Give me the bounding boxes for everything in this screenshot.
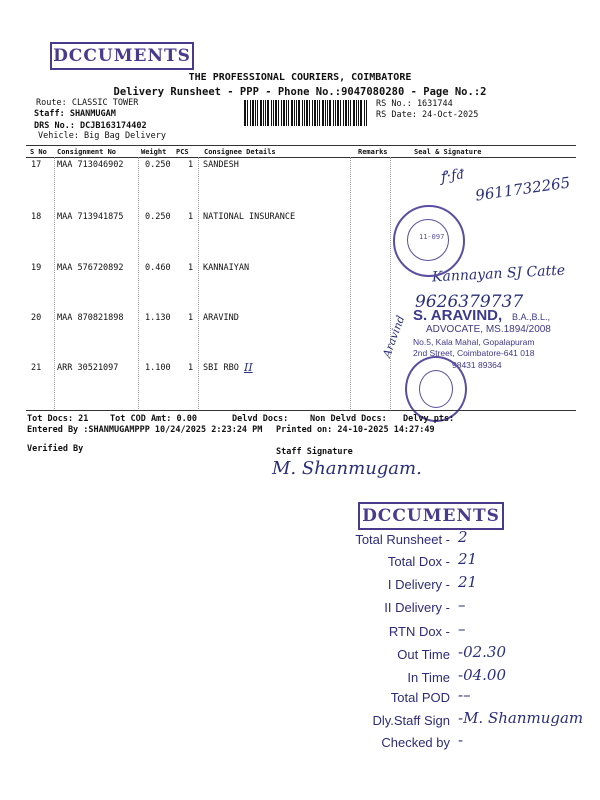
barcode-bar xyxy=(312,100,313,126)
barcode-bar xyxy=(244,100,246,126)
barcode-bar xyxy=(322,100,324,126)
tally-value: -02.30 xyxy=(458,643,507,661)
tally-value: -04.00 xyxy=(458,666,507,684)
barcode-bar xyxy=(281,100,282,126)
barcode-bar xyxy=(298,100,300,126)
row-pcs: 1 xyxy=(188,160,194,170)
row-consignee: KANNAIYAN xyxy=(203,263,250,273)
non-delivered-docs: Non Delvd Docs: xyxy=(310,414,387,424)
barcode-bar xyxy=(345,100,347,126)
advocate-title: ADVOCATE, MS.1894/2008 xyxy=(426,324,551,335)
row-sno: 18 xyxy=(31,212,42,222)
col-consignee: Consignee Details xyxy=(204,148,276,156)
staff: Staff: SHANMUGAM xyxy=(34,109,116,119)
barcode-bar xyxy=(252,100,254,126)
barcode-bar xyxy=(343,100,344,126)
barcode-bar xyxy=(348,100,349,126)
barcode-bar xyxy=(306,100,308,126)
advocate-address-1: No.5, Kala Mahal, Gopalapuram xyxy=(413,337,535,347)
barcode-bar xyxy=(353,100,355,126)
staff-signature-label: Staff Signature xyxy=(276,447,353,457)
row-consignment: MAA 870821898 xyxy=(57,313,124,323)
barcode-bar xyxy=(360,100,362,126)
row-sno: 21 xyxy=(31,363,42,373)
entered-by: Entered By :SHANMUGAMPPP 10/24/2025 2:23:24 PM xyxy=(27,425,263,435)
barcode-bar xyxy=(314,100,316,126)
barcode-bar xyxy=(260,100,262,126)
barcode-bar xyxy=(257,100,258,126)
advocate-name: S. ARAVIND, xyxy=(413,307,503,324)
barcode-bar xyxy=(263,100,264,126)
col-seal: Seal & Signature xyxy=(414,148,482,156)
signature-scribble: ꝭ·ƒᵭ xyxy=(439,166,465,186)
barcode-bar xyxy=(335,100,336,126)
barcode-bar xyxy=(288,100,289,126)
barcode-bar xyxy=(333,100,334,126)
barcode-bar xyxy=(325,100,326,126)
barcode-bar xyxy=(278,100,279,126)
row-sno: 20 xyxy=(31,313,42,323)
barcode-bar xyxy=(265,100,266,126)
rs-date: RS Date: 24-Oct-2025 xyxy=(376,110,479,120)
handwritten-phone-1: 9611732265 xyxy=(474,173,572,205)
barcode-bar xyxy=(294,100,295,126)
tally-value: -– xyxy=(458,686,471,704)
barcode-bar xyxy=(291,100,293,126)
barcode-bar xyxy=(329,100,331,126)
col-remarks: Remarks xyxy=(358,148,388,156)
table-top-rule xyxy=(26,145,576,146)
barcode-image xyxy=(242,100,372,126)
tally-value: – xyxy=(458,596,466,614)
row21-handwritten-mark: II xyxy=(244,361,253,374)
round-seal-stamp-2 xyxy=(405,356,467,422)
barcode-bar xyxy=(366,100,367,126)
barcode-bar xyxy=(319,100,320,126)
tally-label: Dly.Staff Sign xyxy=(372,713,450,728)
barcode-bar xyxy=(273,100,274,126)
tally-value: -M. Shanmugam xyxy=(458,709,584,727)
totals-rule xyxy=(26,410,576,411)
barcode-bar xyxy=(317,100,318,126)
tally-label: In Time xyxy=(407,670,450,685)
rs-number: RS No.: 1631744 xyxy=(376,99,453,109)
tally-label: RTN Dox - xyxy=(388,624,450,639)
row-consignee: NATIONAL INSURANCE xyxy=(203,212,296,222)
handwritten-note-row19: Kannayan SJ Catte xyxy=(431,262,566,286)
row-sno: 17 xyxy=(31,160,42,170)
tally-value: - xyxy=(458,731,464,749)
row-weight: 1.130 xyxy=(145,313,171,323)
row-weight: 0.460 xyxy=(145,263,171,273)
tally-label: Total Dox - xyxy=(387,554,450,569)
barcode-bar xyxy=(309,100,310,126)
barcode-bar xyxy=(350,100,351,126)
row-weight: 1.100 xyxy=(145,363,171,373)
col-sno: S No xyxy=(30,148,47,156)
barcode-bar xyxy=(337,100,339,126)
barcode-bar xyxy=(358,100,359,126)
handwritten-phone-2: 9626379737 xyxy=(415,292,524,312)
delivered-docs: Delvd Docs: xyxy=(232,414,289,424)
barcode-bar xyxy=(255,100,256,126)
row-pcs: 1 xyxy=(188,363,194,373)
verified-by-label: Verified By xyxy=(27,444,84,454)
company-name: THE PROFESSIONAL COURIERS, COIMBATORE xyxy=(188,72,412,83)
barcode-bar xyxy=(275,100,277,126)
row-pcs: 1 xyxy=(188,212,194,222)
barcode xyxy=(242,100,372,126)
barcode-bar xyxy=(267,100,269,126)
barcode-bar xyxy=(271,100,272,126)
barcode-bar xyxy=(283,100,285,126)
printed-on: Printed on: 24-10-2025 14:27:49 xyxy=(276,425,435,435)
row-pcs: 1 xyxy=(188,313,194,323)
advocate-phone: 98431 89364 xyxy=(452,360,502,370)
total-cod: Tot COD Amt: 0.00 xyxy=(110,414,197,424)
table-header-rule xyxy=(26,157,576,158)
col-pcs: PCS xyxy=(176,148,189,156)
barcode-bar xyxy=(286,100,287,126)
row-pcs: 1 xyxy=(188,263,194,273)
tally-label: Total Runsheet - xyxy=(355,532,450,547)
tally-value: – xyxy=(458,620,466,638)
tally-label: Out Time xyxy=(397,647,450,662)
tally-value: 21 xyxy=(458,550,478,568)
tally-value: 2 xyxy=(458,528,468,546)
row-consignment: MAA 713046902 xyxy=(57,160,124,170)
barcode-bar xyxy=(296,100,297,126)
delivery-points: Delvy pts: xyxy=(403,414,455,424)
barcode-bar xyxy=(356,100,357,126)
row-consignment: ARR 30521097 xyxy=(57,363,119,373)
total-docs: Tot Docs: 21 xyxy=(27,414,89,424)
row-consignment: MAA 713941875 xyxy=(57,212,124,222)
advocate-address-2: 2nd Street, Coimbatore-641 018 xyxy=(413,348,535,358)
col-consignment: Consignment No xyxy=(57,148,117,156)
advocate-degree: B.A.,B.L., xyxy=(512,312,551,322)
route: Route: CLASSIC TOWER xyxy=(36,98,139,108)
row-weight: 0.250 xyxy=(145,212,171,222)
drs-number: DRS No.: DCJB163174402 xyxy=(34,121,147,131)
tally-value: 21 xyxy=(458,573,478,591)
row-consignee: SANDESH xyxy=(203,160,239,170)
row-consignee: ARAVIND xyxy=(203,313,239,323)
barcode-bar xyxy=(304,100,305,126)
staff-handwritten-signature: M. Shanmugam. xyxy=(272,458,422,479)
col-weight: Weight xyxy=(141,148,167,156)
runsheet-title: Delivery Runsheet - PPP - Phone No.:9047080280 - Page No.:2 xyxy=(113,86,487,98)
vehicle: Vehicle: Big Bag Delivery xyxy=(38,131,166,141)
round-seal-stamp: 11-097 xyxy=(393,205,465,277)
barcode-bar xyxy=(364,100,365,126)
barcode-bar xyxy=(247,100,248,126)
row-consignment: MAA 576720892 xyxy=(57,263,124,273)
barcode-bar xyxy=(340,100,341,126)
row-sno: 19 xyxy=(31,263,42,273)
tally-label: I Delivery - xyxy=(387,577,450,592)
barcode-bar xyxy=(302,100,303,126)
row20-signature: Aravind xyxy=(380,313,408,360)
row-consignee: SBI RBO xyxy=(203,363,239,373)
barcode-bar xyxy=(327,100,328,126)
tally-label: Checked by xyxy=(381,735,450,750)
documents-stamp-2: DCCUMENTS xyxy=(358,502,504,530)
row-weight: 0.250 xyxy=(145,160,171,170)
tally-label: II Delivery - xyxy=(384,600,450,615)
documents-stamp: DCCUMENTS xyxy=(50,42,194,70)
tally-label: Total POD xyxy=(390,690,450,705)
barcode-bar xyxy=(250,100,251,126)
